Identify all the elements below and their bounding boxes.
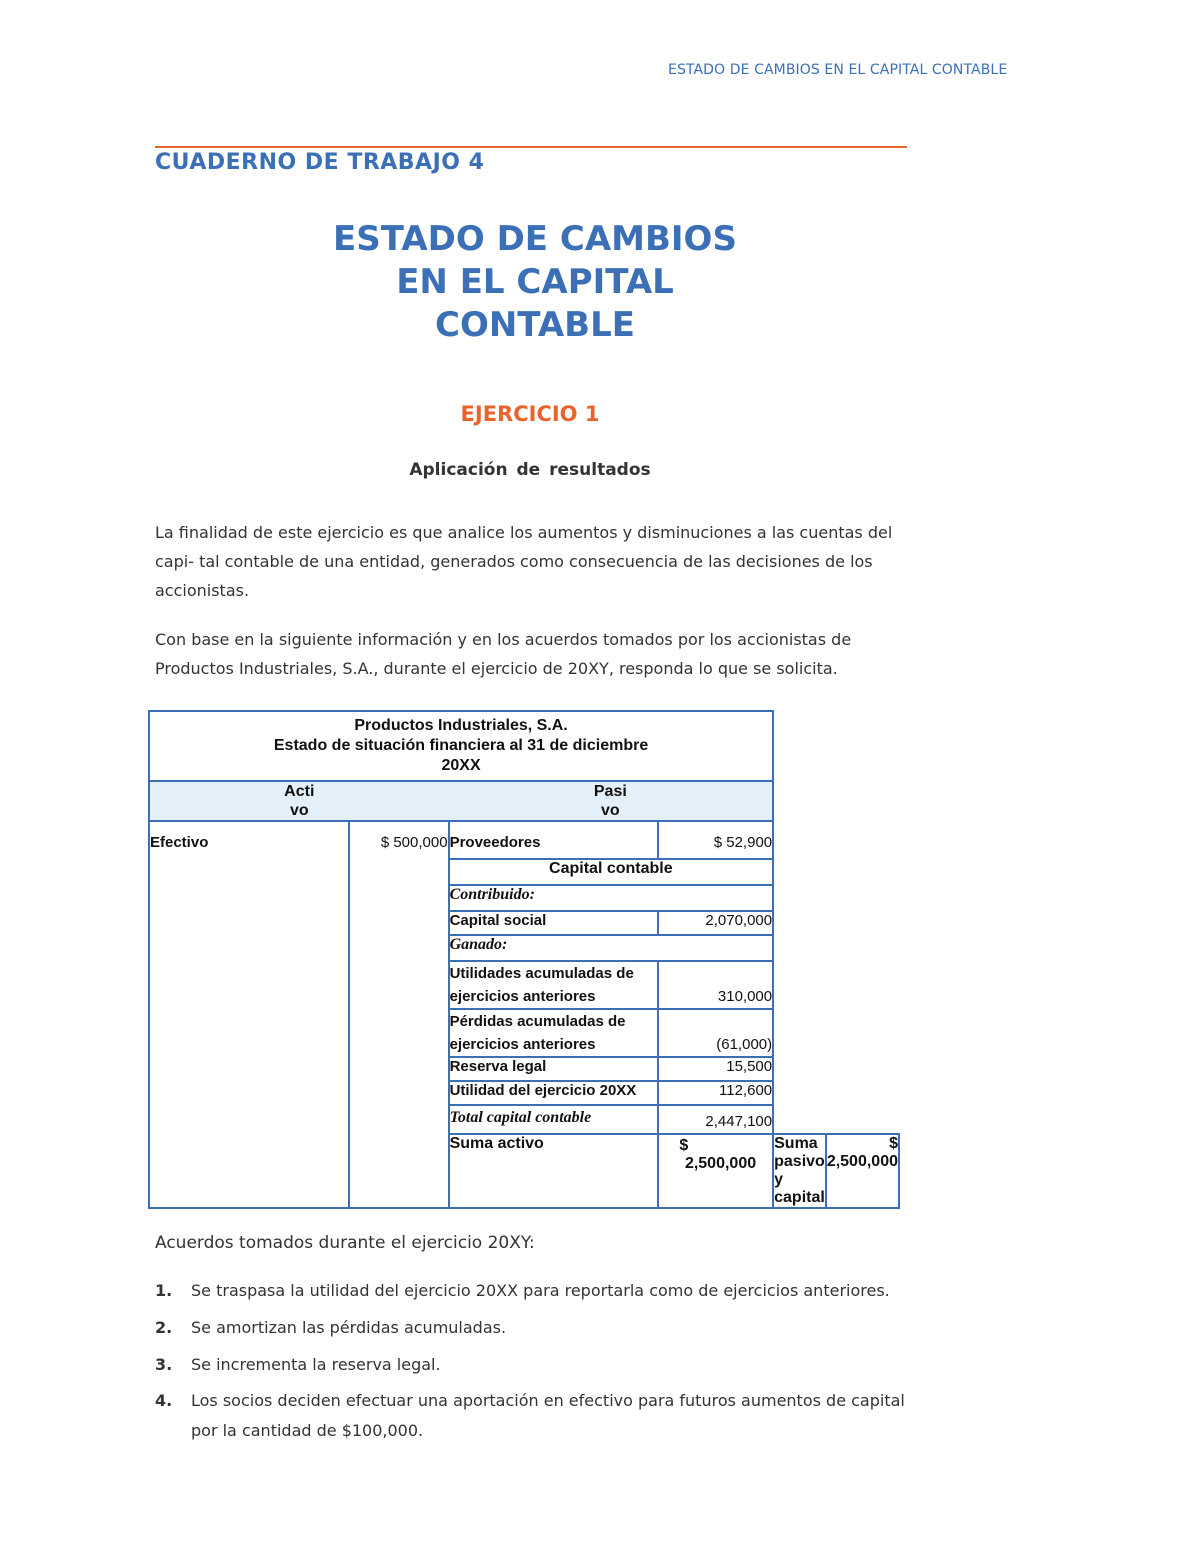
suma-pasivo-label: Suma pasivo y capital: [774, 1135, 825, 1206]
statement-year: 20XX: [441, 757, 481, 774]
instructions-paragraph: Con base en la siguiente información y en los acuerdos tomados por los accionistas de Productos Industriales, S.A., durante el ejercicio de 20XY, responda lo que se solicita.: [155, 630, 852, 678]
list-item-text: Se amortizan las pérdidas acumuladas.: [191, 1318, 507, 1337]
proveedores-value: $ 52,900: [658, 821, 773, 859]
liabilities-header-line-1: Pasi: [593, 783, 627, 800]
utilidades-label-line-1: Utilidades acumuladas de: [449, 965, 634, 982]
suma-pasivo-symbol: $: [889, 1135, 898, 1152]
reserva-legal-label: Reserva legal: [449, 1057, 659, 1081]
workbook-label: CUADERNO DE TRABAJO 4: [155, 150, 485, 175]
efectivo-label: Efectivo: [149, 821, 349, 1208]
suma-activo-value: [658, 1134, 773, 1208]
perdidas-acumuladas-value: (61,000): [658, 1009, 773, 1057]
assets-header: [149, 781, 449, 821]
page-title-line-1: ESTADO DE CAMBIOS: [333, 219, 737, 259]
company-name: Productos Industriales, S.A.: [354, 717, 568, 734]
header-rule: [155, 146, 907, 148]
reserva-legal-value: 15,500: [658, 1057, 773, 1081]
page-title: [330, 218, 740, 347]
perdidas-label-line-2: ejercicios anteriores: [449, 1036, 596, 1053]
capital-contable-heading: Capital contable: [449, 859, 774, 885]
exercise-subtitle: Aplicación de resultados: [409, 460, 651, 480]
intro-paragraph: La finalidad de este ejercicio es que analice los aumentos y disminuciones a las cuentas del capi- tal contable de una entidad, generados como consecuencia de las decisiones de los accionistas.: [155, 523, 893, 600]
list-item-text: Se incrementa la reserva legal.: [191, 1355, 441, 1374]
page-title-line-2: EN EL CAPITAL: [396, 262, 674, 302]
suma-activo-label: Suma activo: [449, 1134, 659, 1208]
assets-header-line-1: Acti: [284, 783, 315, 800]
total-capital-value: 2,447,100: [658, 1105, 773, 1134]
utilidades-acumuladas-label: [449, 961, 659, 1009]
utilidades-label-line-2: ejercicios anteriores: [449, 988, 596, 1005]
statement-heading: [149, 711, 773, 781]
perdidas-acumuladas-label: [449, 1009, 659, 1057]
balance-sheet-table: [148, 710, 900, 1209]
statement-title: Estado de situación financiera al 31 de diciembre: [273, 737, 649, 754]
capital-social-label: Capital social: [449, 911, 659, 935]
suma-pasivo-value: [826, 1134, 899, 1208]
liabilities-header-line-2: vo: [601, 802, 620, 819]
efectivo-value: $ 500,000: [349, 821, 448, 1208]
list-item-text: Se traspasa la utilidad del ejercicio 20XX para reportarla como de ejercicios anteriores.: [191, 1281, 890, 1300]
utilidad-ejercicio-value: 112,600: [658, 1081, 773, 1105]
suma-activo-symbol: $: [679, 1137, 689, 1154]
list-item-number: 1.: [155, 1281, 173, 1300]
capital-social-value: 2,070,000: [658, 911, 773, 935]
list-item-number: 2.: [155, 1318, 173, 1337]
total-capital-label: Total capital contable: [449, 1105, 659, 1134]
list-item-number: 3.: [155, 1355, 173, 1374]
utilidad-ejercicio-label: Utilidad del ejercicio 20XX: [449, 1081, 659, 1105]
contribuido-heading: Contribuido:: [449, 885, 774, 911]
exercise-label: EJERCICIO 1: [460, 402, 600, 426]
running-header: ESTADO DE CAMBIOS EN EL CAPITAL CONTABLE: [668, 62, 1008, 78]
list-item-text: Los socios deciden efectuar una aportación en efectivo para futuros aumentos de capital por la cantidad de $100,000.: [191, 1391, 905, 1440]
agreements-title: Acuerdos tomados durante el ejercicio 20XY:: [155, 1233, 535, 1253]
utilidades-acumuladas-value: 310,000: [658, 961, 773, 1009]
assets-header-line-2: vo: [289, 802, 309, 819]
perdidas-label-line-1: Pérdidas acumuladas de: [449, 1013, 626, 1030]
list-item-number: 4.: [155, 1391, 173, 1410]
proveedores-label: Proveedores: [449, 821, 659, 859]
ganado-heading: Ganado:: [449, 935, 774, 961]
suma-activo-amount: 2,500,000: [684, 1155, 757, 1172]
page-title-line-3: CONTABLE: [435, 305, 635, 345]
suma-pasivo-amount: 2,500,000: [826, 1153, 898, 1170]
liabilities-header: [449, 781, 774, 821]
